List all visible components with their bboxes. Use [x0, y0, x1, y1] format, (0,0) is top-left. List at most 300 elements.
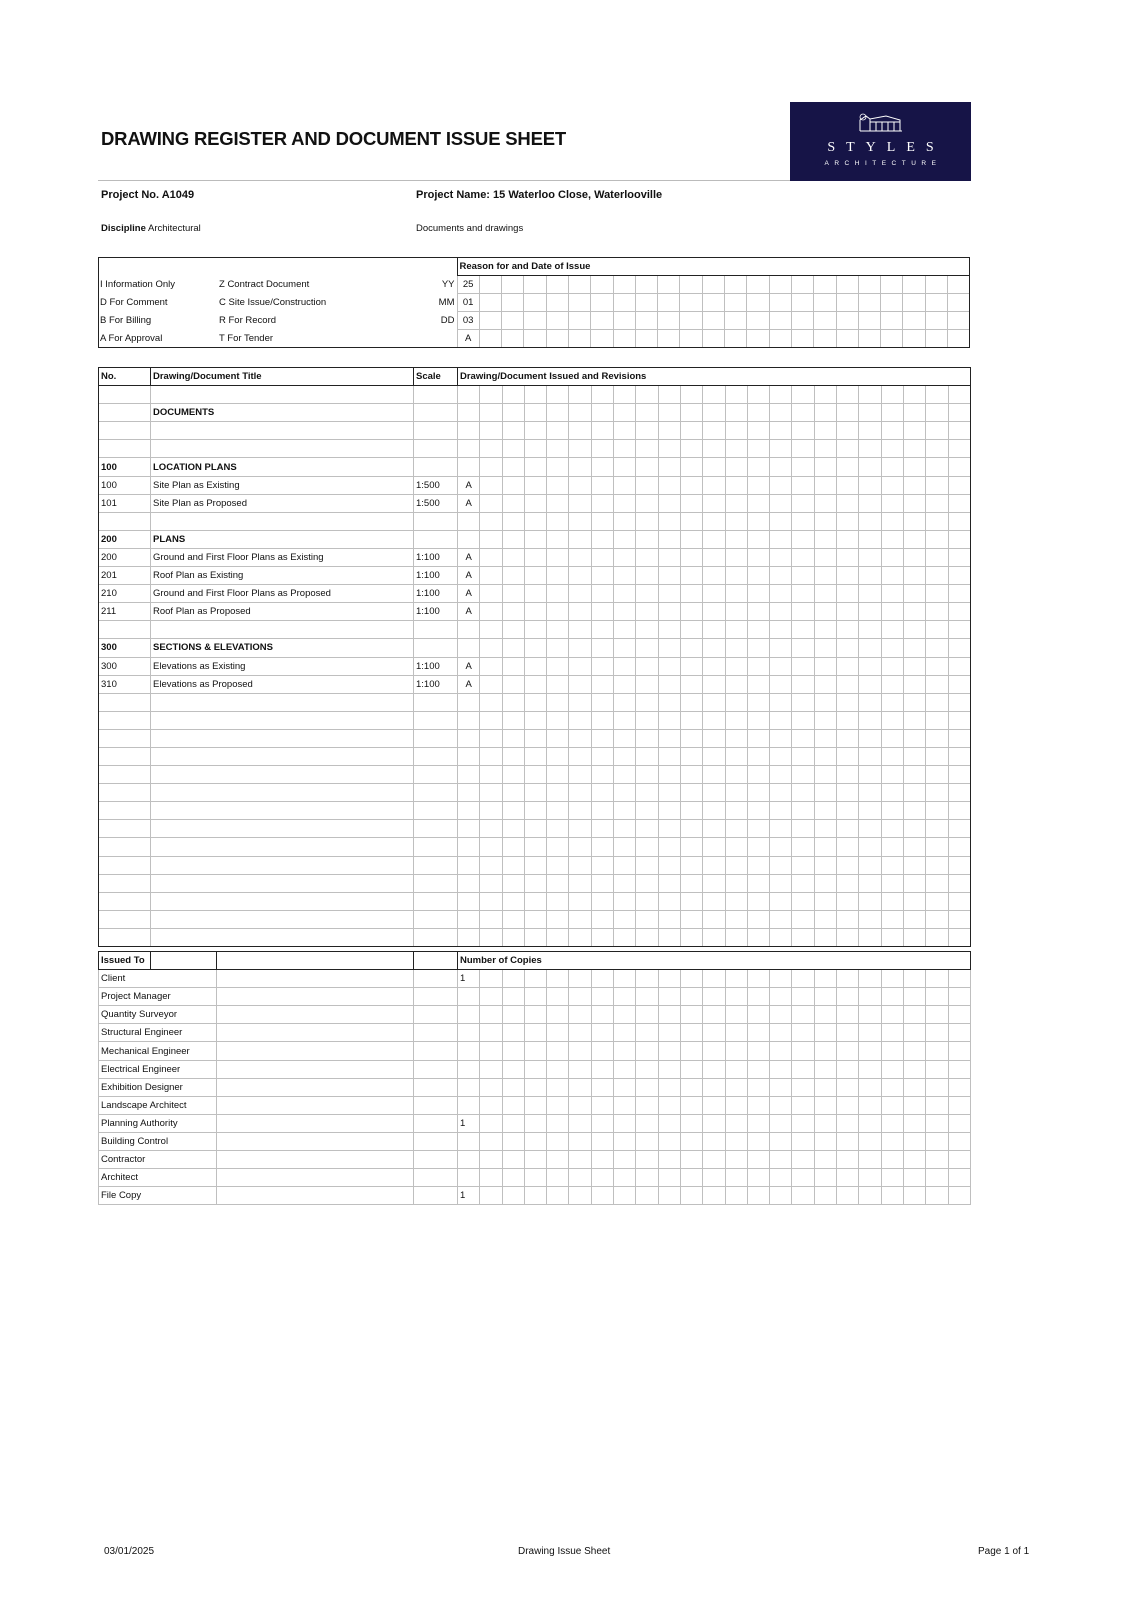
grid-cell — [837, 838, 859, 856]
grid-cell — [658, 494, 680, 512]
grid-cell — [524, 1078, 546, 1096]
grid-cell — [524, 603, 546, 621]
grid-cell — [814, 1024, 836, 1042]
grid-cell — [837, 621, 859, 639]
grid-cell — [926, 1114, 948, 1132]
grid-cell — [948, 276, 970, 294]
drawing-scale: 1:500 — [414, 476, 458, 494]
styles-architecture-logo — [790, 102, 971, 181]
grid-cell — [903, 330, 925, 348]
grid-cell — [948, 621, 970, 639]
grid-cell — [703, 838, 725, 856]
grid-cell — [614, 404, 636, 422]
grid-cell — [948, 530, 970, 548]
grid-cell — [725, 512, 747, 530]
grid-cell — [502, 970, 524, 988]
grid-cell — [926, 1096, 948, 1114]
drawing-title — [151, 386, 414, 404]
date-value: 03 — [457, 312, 479, 330]
grid-cell — [502, 766, 524, 784]
grid-cell — [614, 458, 636, 476]
grid-cell — [792, 693, 814, 711]
drawing-title — [151, 784, 414, 802]
grid-cell — [814, 892, 836, 910]
grid-cell — [480, 1096, 502, 1114]
drawing-title: LOCATION PLANS — [151, 458, 414, 476]
grid-cell — [792, 856, 814, 874]
table-row — [99, 603, 971, 621]
recipient-blank — [414, 1078, 458, 1096]
grid-cell — [502, 1096, 524, 1114]
grid-cell — [547, 1151, 569, 1169]
list-item — [99, 970, 971, 988]
grid-cell — [524, 512, 546, 530]
grid-cell — [680, 1060, 702, 1078]
grid-cell — [547, 802, 569, 820]
grid-cell — [770, 1060, 792, 1078]
grid-cell — [658, 1114, 680, 1132]
grid-cell — [926, 1187, 948, 1205]
grid-cell — [547, 1078, 569, 1096]
grid-cell — [881, 838, 903, 856]
grid-cell — [859, 512, 881, 530]
drawing-no — [99, 802, 151, 820]
grid-cell — [591, 892, 613, 910]
grid-cell — [948, 458, 970, 476]
grid-cell — [591, 1060, 613, 1078]
grid-cell — [791, 330, 813, 348]
grid-cell — [703, 1187, 725, 1205]
grid-cell — [903, 766, 925, 784]
copies-cell: 1 — [458, 970, 480, 988]
legend-code-a: B For Billing — [100, 315, 152, 327]
grid-cell — [859, 530, 881, 548]
grid-cell — [926, 404, 948, 422]
grid-cell — [636, 856, 658, 874]
grid-cell — [859, 494, 881, 512]
copies-cell — [458, 988, 480, 1006]
grid-cell — [636, 838, 658, 856]
drawing-scale — [414, 621, 458, 639]
grid-cell — [770, 1169, 792, 1187]
grid-cell — [680, 1096, 702, 1114]
revision-cell — [458, 747, 480, 765]
recipient-blank — [414, 1096, 458, 1114]
grid-cell — [502, 1132, 524, 1150]
grid-cell — [480, 440, 502, 458]
grid-cell — [636, 1024, 658, 1042]
grid-cell — [658, 548, 680, 566]
grid-cell — [814, 820, 836, 838]
grid-cell — [547, 422, 569, 440]
drawing-title — [151, 729, 414, 747]
grid-cell — [770, 820, 792, 838]
grid-cell — [569, 621, 591, 639]
grid-cell — [614, 494, 636, 512]
grid-cell — [547, 1187, 569, 1205]
grid-cell — [524, 675, 546, 693]
grid-cell — [524, 294, 546, 312]
recipient-blank — [414, 1060, 458, 1078]
grid-cell — [658, 1187, 680, 1205]
grid-cell — [814, 970, 836, 988]
table-row — [99, 747, 971, 765]
grid-cell — [747, 567, 769, 585]
grid-cell — [948, 928, 970, 946]
grid-cell — [770, 494, 792, 512]
grid-cell — [770, 1024, 792, 1042]
grid-cell — [770, 766, 792, 784]
revision-cell — [458, 386, 480, 404]
recipient-name: Contractor — [99, 1151, 217, 1169]
grid-cell — [636, 910, 658, 928]
logo-brand: STYLES — [827, 140, 945, 155]
grid-cell — [881, 1024, 903, 1042]
grid-cell — [636, 766, 658, 784]
grid-cell — [725, 422, 747, 440]
grid-cell — [858, 294, 880, 312]
grid-cell — [859, 603, 881, 621]
grid-cell — [792, 1114, 814, 1132]
grid-cell — [881, 1114, 903, 1132]
grid-cell — [703, 1024, 725, 1042]
grid-cell — [591, 1024, 613, 1042]
grid-cell — [926, 621, 948, 639]
grid-cell — [881, 330, 903, 348]
grid-cell — [903, 892, 925, 910]
grid-cell — [859, 1042, 881, 1060]
issued-header: Drawing/Document Issued and Revisions — [458, 368, 971, 386]
grid-cell — [680, 1078, 702, 1096]
grid-cell — [792, 548, 814, 566]
grid-cell — [747, 1169, 769, 1187]
grid-cell — [926, 1024, 948, 1042]
grid-cell — [747, 1132, 769, 1150]
grid-cell — [547, 512, 569, 530]
grid-cell — [569, 747, 591, 765]
drawing-title — [151, 766, 414, 784]
grid-cell — [837, 440, 859, 458]
grid-cell — [479, 294, 501, 312]
grid-cell — [636, 1006, 658, 1024]
grid-cell — [814, 276, 836, 294]
grid-cell — [792, 892, 814, 910]
grid-cell — [658, 910, 680, 928]
grid-cell — [569, 1006, 591, 1024]
list-item — [99, 1078, 971, 1096]
revision-cell — [458, 910, 480, 928]
grid-cell — [770, 386, 792, 404]
grid-cell — [792, 603, 814, 621]
grid-cell — [859, 892, 881, 910]
grid-cell — [881, 276, 903, 294]
grid-cell — [591, 928, 613, 946]
grid-cell — [859, 784, 881, 802]
grid-cell — [480, 603, 502, 621]
grid-cell — [926, 784, 948, 802]
grid-cell — [770, 1187, 792, 1205]
grid-cell — [480, 404, 502, 422]
grid-cell — [770, 928, 792, 946]
grid-cell — [636, 784, 658, 802]
grid-cell — [569, 1078, 591, 1096]
grid-cell — [792, 729, 814, 747]
legend-code-b: R For Record — [219, 315, 277, 327]
grid-cell — [591, 856, 613, 874]
grid-cell — [725, 693, 747, 711]
recipient-name: Landscape Architect — [99, 1096, 217, 1114]
recipient-blank — [414, 1042, 458, 1060]
drawing-no — [99, 892, 151, 910]
grid-cell — [903, 1078, 925, 1096]
drawing-scale — [414, 458, 458, 476]
grid-cell — [658, 476, 680, 494]
recipient-blank — [217, 970, 414, 988]
grid-cell — [502, 1042, 524, 1060]
grid-cell — [524, 928, 546, 946]
grid-cell — [725, 404, 747, 422]
grid-cell — [658, 711, 680, 729]
grid-cell — [837, 494, 859, 512]
grid-cell — [859, 747, 881, 765]
drawing-scale: 1:100 — [414, 657, 458, 675]
grid-cell — [613, 312, 635, 330]
grid-cell — [903, 1096, 925, 1114]
drawing-no — [99, 874, 151, 892]
grid-cell — [837, 512, 859, 530]
grid-cell — [502, 603, 524, 621]
grid-cell — [480, 910, 502, 928]
grid-cell — [859, 1024, 881, 1042]
grid-cell — [569, 802, 591, 820]
grid-cell — [680, 1132, 702, 1150]
grid-cell — [770, 530, 792, 548]
grid-cell — [680, 874, 702, 892]
grid-cell — [480, 1024, 502, 1042]
grid-cell — [658, 657, 680, 675]
grid-cell — [725, 567, 747, 585]
grid-cell — [859, 386, 881, 404]
table-row — [99, 856, 971, 874]
drawing-title — [151, 711, 414, 729]
grid-cell — [569, 838, 591, 856]
grid-cell — [502, 1078, 524, 1096]
grid-cell — [547, 657, 569, 675]
grid-cell — [814, 312, 836, 330]
grid-cell — [702, 330, 724, 348]
grid-cell — [725, 1132, 747, 1150]
grid-cell — [814, 1169, 836, 1187]
grid-cell — [792, 1006, 814, 1024]
grid-cell — [524, 330, 546, 348]
grid-cell — [502, 820, 524, 838]
drawing-scale — [414, 784, 458, 802]
grid-cell — [636, 494, 658, 512]
table-row — [99, 458, 971, 476]
table-row — [99, 711, 971, 729]
grid-cell — [703, 548, 725, 566]
grid-cell — [502, 404, 524, 422]
revision-cell: A — [458, 548, 480, 566]
grid-cell — [524, 440, 546, 458]
grid-cell — [770, 874, 792, 892]
grid-cell — [948, 729, 970, 747]
grid-cell — [770, 621, 792, 639]
grid-cell — [614, 729, 636, 747]
grid-cell — [725, 838, 747, 856]
grid-cell — [547, 874, 569, 892]
grid-cell — [569, 440, 591, 458]
drawing-title — [151, 928, 414, 946]
grid-cell — [569, 910, 591, 928]
grid-cell — [680, 567, 702, 585]
revision-cell — [458, 693, 480, 711]
grid-cell — [502, 675, 524, 693]
grid-cell — [770, 784, 792, 802]
grid-cell — [547, 1096, 569, 1114]
grid-cell — [837, 711, 859, 729]
grid-cell — [524, 386, 546, 404]
grid-cell — [814, 1060, 836, 1078]
table-row — [99, 386, 971, 404]
copies-cell — [458, 1132, 480, 1150]
grid-cell — [903, 494, 925, 512]
grid-cell — [524, 312, 546, 330]
grid-cell — [547, 1024, 569, 1042]
grid-cell — [524, 548, 546, 566]
revision-cell — [458, 802, 480, 820]
recipient-blank — [414, 988, 458, 1006]
revision-cell: A — [458, 567, 480, 585]
drawing-scale — [414, 729, 458, 747]
grid-cell — [569, 988, 591, 1006]
grid-cell — [881, 711, 903, 729]
grid-cell — [725, 910, 747, 928]
grid-cell — [792, 928, 814, 946]
grid-cell — [725, 657, 747, 675]
grid-cell — [858, 330, 880, 348]
grid-cell — [903, 422, 925, 440]
grid-cell — [703, 585, 725, 603]
drawing-scale: 1:100 — [414, 548, 458, 566]
house-logo-icon — [856, 111, 906, 133]
grid-cell — [636, 386, 658, 404]
grid-cell — [948, 1042, 971, 1060]
grid-cell — [859, 1187, 881, 1205]
grid-cell — [569, 729, 591, 747]
grid-cell — [837, 603, 859, 621]
issued-blank — [151, 952, 217, 970]
grid-cell — [814, 1078, 836, 1096]
table-row — [99, 530, 971, 548]
recipient-name: Structural Engineer — [99, 1024, 217, 1042]
grid-cell — [591, 1078, 613, 1096]
recipient-blank — [414, 1114, 458, 1132]
drawing-title: PLANS — [151, 530, 414, 548]
drawing-no — [99, 711, 151, 729]
revision-cell — [458, 892, 480, 910]
grid-cell — [702, 276, 724, 294]
grid-cell — [636, 603, 658, 621]
discipline — [101, 223, 201, 234]
grid-cell — [881, 1187, 903, 1205]
grid-cell — [524, 1169, 546, 1187]
legend-code-a: I Information Only — [100, 279, 175, 291]
grid-cell — [480, 784, 502, 802]
grid-cell — [814, 548, 836, 566]
grid-cell — [614, 910, 636, 928]
grid-cell — [480, 1078, 502, 1096]
grid-cell — [948, 476, 970, 494]
grid-cell — [636, 512, 658, 530]
grid-cell — [926, 386, 948, 404]
drawing-no — [99, 838, 151, 856]
grid-cell — [925, 276, 947, 294]
grid-cell — [881, 820, 903, 838]
grid-cell — [502, 1187, 524, 1205]
grid-cell — [859, 1114, 881, 1132]
revision-cell — [458, 820, 480, 838]
recipient-blank — [414, 1024, 458, 1042]
grid-cell — [725, 1006, 747, 1024]
list-item — [99, 1042, 971, 1060]
drawing-no — [99, 820, 151, 838]
grid-cell — [569, 657, 591, 675]
revision-cell: A — [458, 476, 480, 494]
drawing-title: Site Plan as Proposed — [151, 494, 414, 512]
table-row — [99, 548, 971, 566]
grid-cell — [502, 512, 524, 530]
revision-cell — [458, 874, 480, 892]
grid-cell — [725, 1024, 747, 1042]
grid-cell — [480, 512, 502, 530]
grid-cell — [881, 386, 903, 404]
drawing-no — [99, 386, 151, 404]
drawing-scale: 1:500 — [414, 494, 458, 512]
grid-cell — [480, 766, 502, 784]
grid-cell — [926, 675, 948, 693]
grid-cell — [881, 639, 903, 657]
grid-cell — [792, 621, 814, 639]
grid-cell — [614, 639, 636, 657]
grid-cell — [480, 585, 502, 603]
grid-cell — [636, 1187, 658, 1205]
grid-cell — [480, 458, 502, 476]
drawing-scale — [414, 802, 458, 820]
grid-cell — [703, 970, 725, 988]
grid-cell — [903, 312, 925, 330]
grid-cell — [569, 422, 591, 440]
table-row — [99, 512, 971, 530]
grid-cell — [770, 639, 792, 657]
grid-cell — [569, 1132, 591, 1150]
grid-cell — [948, 1187, 971, 1205]
revision-cell — [458, 784, 480, 802]
legend-header-row — [98, 258, 970, 276]
grid-cell — [502, 747, 524, 765]
grid-cell — [747, 820, 769, 838]
grid-cell — [814, 1187, 836, 1205]
grid-cell — [926, 1006, 948, 1024]
grid-cell — [636, 729, 658, 747]
grid-cell — [502, 856, 524, 874]
grid-cell — [859, 693, 881, 711]
grid-cell — [948, 1151, 971, 1169]
grid-cell — [837, 988, 859, 1006]
grid-cell — [814, 621, 836, 639]
register-header-row — [99, 368, 971, 386]
page-title: DRAWING REGISTER AND DOCUMENT ISSUE SHEET — [101, 128, 566, 149]
